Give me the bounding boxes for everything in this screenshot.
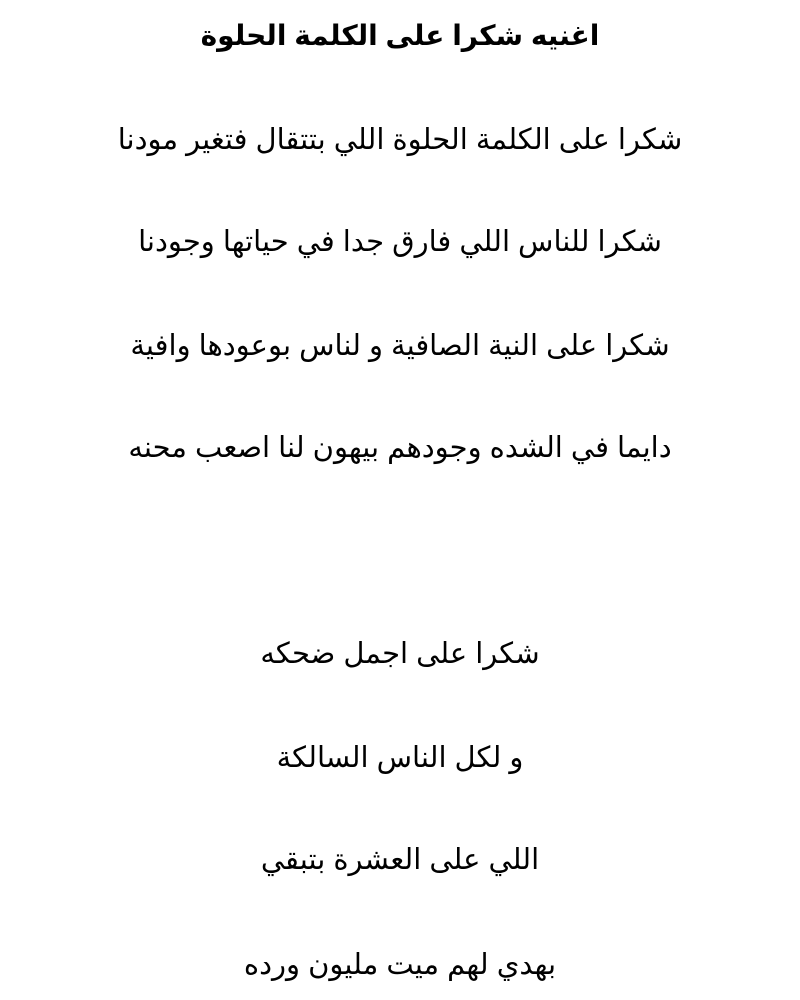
- song-title: اغنيه شكرا على الكلمة الحلوة: [200, 20, 600, 51]
- lyric-line: و لكل الناس السالكة: [276, 742, 524, 774]
- lyric-line: دايما في الشده وجودهم بيهون لنا اصعب محنه: [128, 432, 672, 464]
- lyric-line: شكرا على الكلمة الحلوة اللي بتتقال فتغير مودنا: [117, 124, 683, 156]
- lyric-line: اللي على العشرة بتبقي: [260, 844, 540, 876]
- lyric-line: شكرا على اجمل ضحكه: [260, 638, 540, 670]
- lyric-line: شكرا للناس اللي فارق جدا في حياتها وجودنا: [138, 226, 662, 258]
- lyric-line: بهدي لهم ميت مليون ورده: [243, 949, 557, 981]
- lyric-line: شكرا على النية الصافية و لناس بوعودها وافية: [130, 330, 670, 362]
